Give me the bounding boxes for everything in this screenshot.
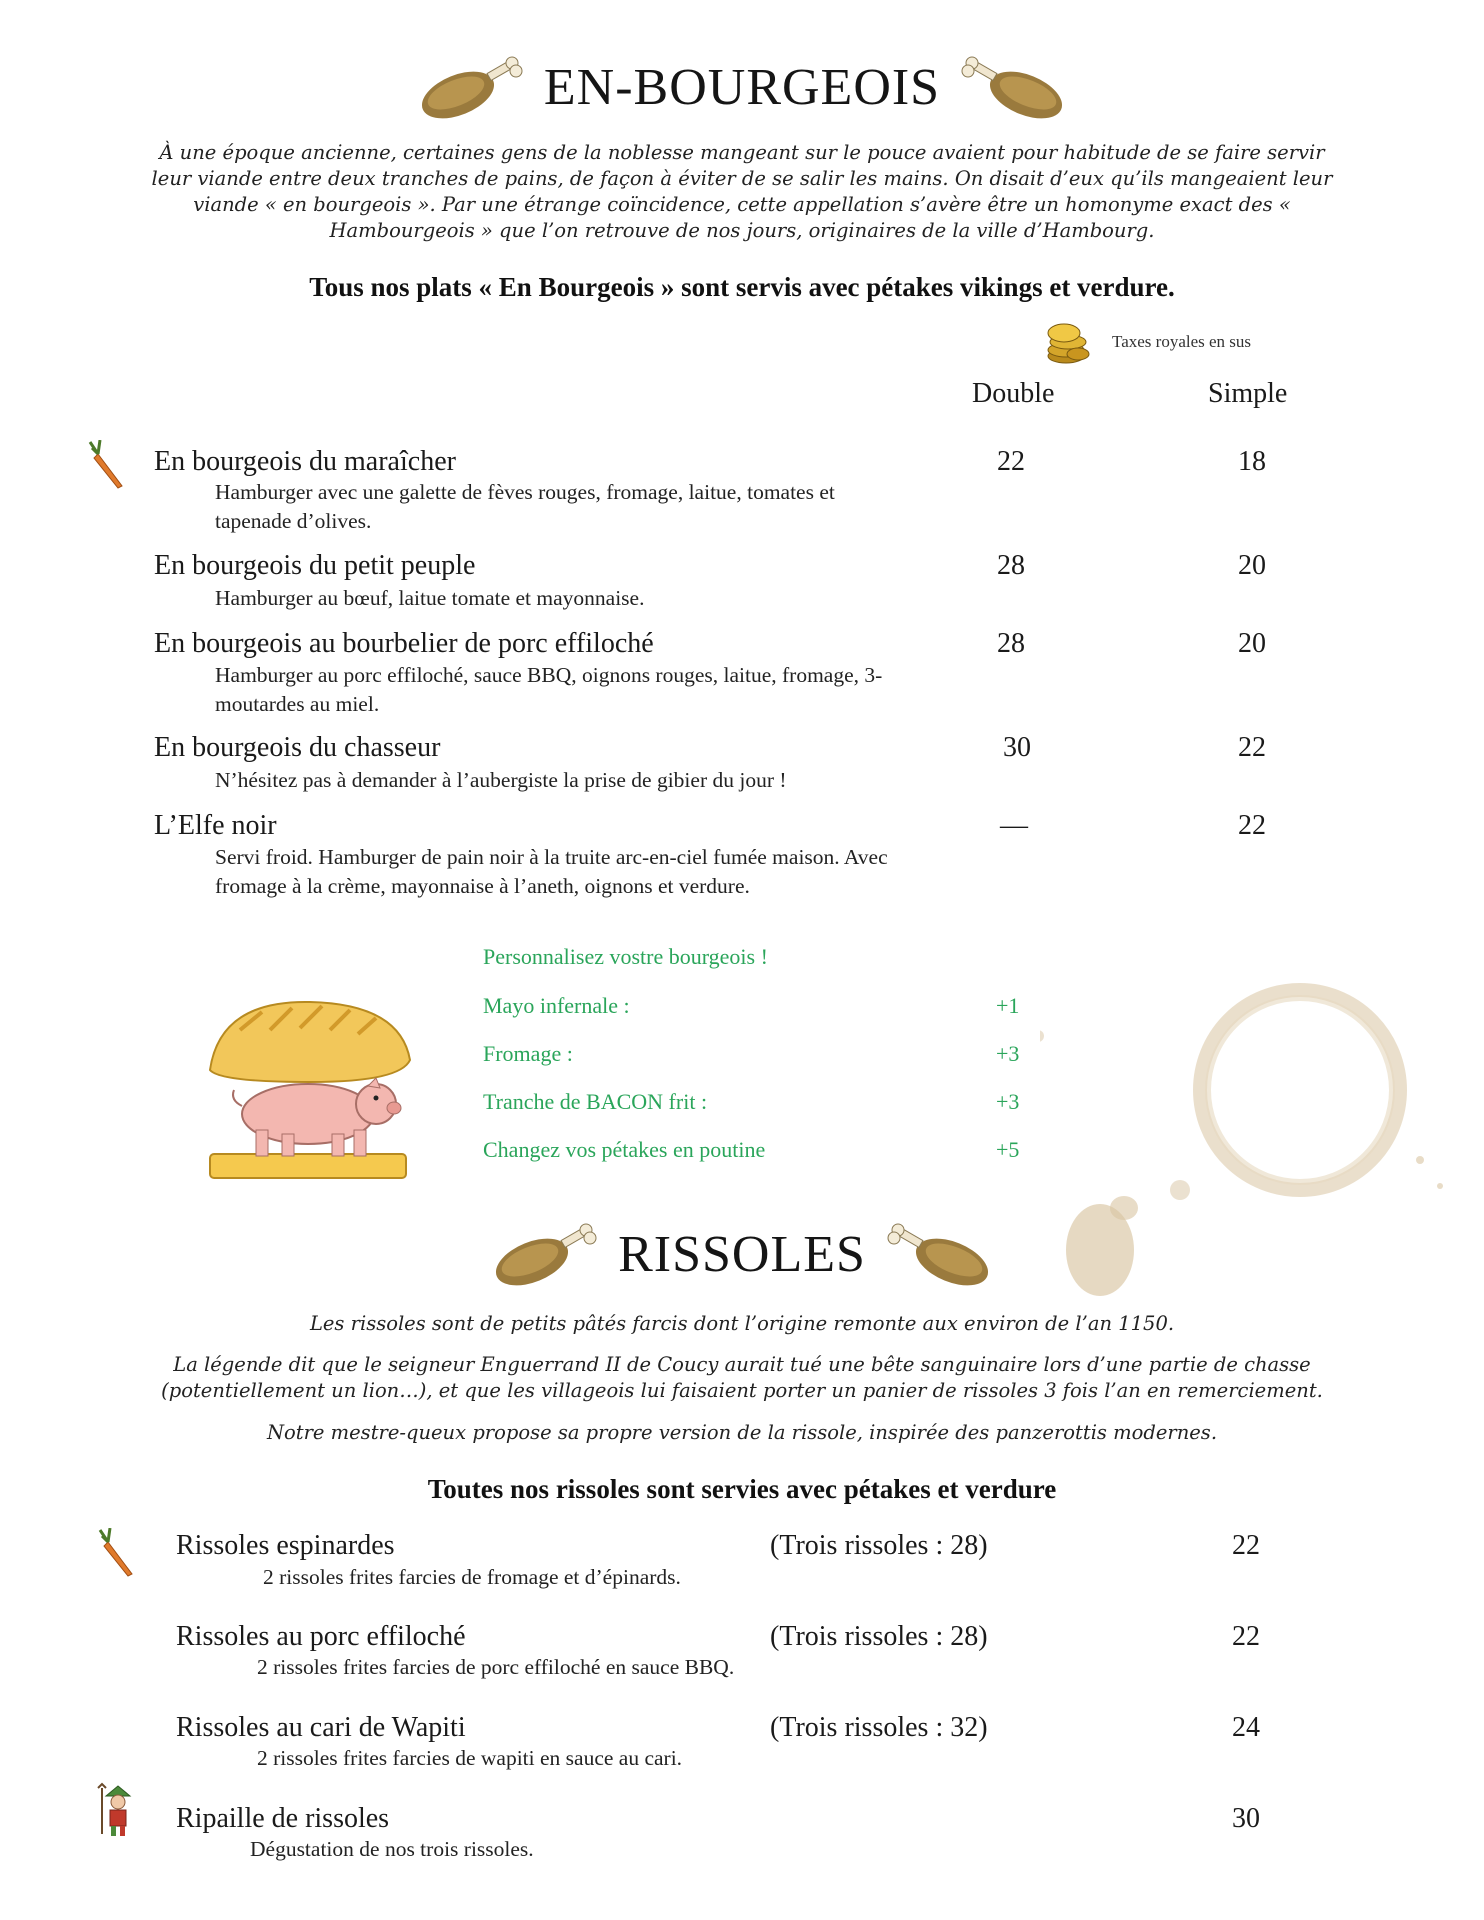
rissoles-intro-chef: Notre mestre-queux propose sa propre version de la rissole, inspirée des panzerottis modernes.: [266, 1421, 1218, 1444]
item-description: 2 rissoles frites farcies de wapiti en sauce au cari.: [257, 1746, 683, 1770]
item-name: Ripaille de rissoles: [176, 1803, 390, 1834]
pig-sandwich-illustration: [200, 990, 420, 1190]
drumstick-icon: [884, 1222, 994, 1286]
price: 24: [1232, 1712, 1260, 1743]
customize-heading: Personnalisez vostre bourgeois !: [483, 944, 768, 969]
price-double: 28: [997, 550, 1025, 581]
price-double: —: [1000, 810, 1028, 841]
item-name: En bourgeois du maraîcher: [154, 446, 456, 477]
coins-icon: [1044, 318, 1092, 366]
item-description: Hamburger au porc effiloché, sauce BBQ, oignons rouges, laitue, fromage, 3-moutardes au miel.: [215, 663, 883, 716]
burgers-subheading: Tous nos plats « En Bourgeois » sont servis avec pétakes vikings et verdure.: [309, 272, 1175, 302]
drumstick-icon: [958, 55, 1068, 119]
rissoles-title-row: [0, 1222, 1484, 1299]
customize-option-price: +1: [996, 993, 1020, 1018]
price: 22: [1232, 1621, 1260, 1652]
customize-option-label: Fromage :: [483, 1041, 573, 1066]
rissoles-intro-legend: La légende dit que le seigneur Enguerrand II de Coucy aurait tué une bête sanguinaire lors d’une partie de chasse (potentiellement un lion…), et que les villageois lui faisaient porter un panier de rissoles 3 fois l’an en remerciement.: [161, 1353, 1323, 1402]
item-name: En bourgeois du petit peuple: [154, 550, 476, 581]
price: 30: [1232, 1803, 1260, 1834]
burgers-title-row: [0, 55, 1484, 132]
rissoles-title: RISSOLES: [618, 1225, 866, 1283]
item-name: Rissoles au porc effiloché: [176, 1621, 466, 1652]
price-simple: 20: [1238, 550, 1266, 581]
customize-option-label: Tranche de BACON frit :: [483, 1089, 708, 1114]
customize-option-price: +5: [996, 1137, 1020, 1162]
item-description: Hamburger au bœuf, laitue tomate et mayonnaise.: [215, 586, 645, 610]
item-description: Dégustation de nos trois rissoles.: [250, 1837, 534, 1861]
item-name: En bourgeois du chasseur: [154, 732, 441, 763]
customize-option-label: Changez vos pétakes en poutine: [483, 1137, 766, 1162]
drumstick-icon: [490, 1222, 600, 1286]
price-simple: 22: [1238, 810, 1266, 841]
customize-option-label: Mayo infernale :: [483, 993, 630, 1018]
price: 22: [1232, 1530, 1260, 1561]
rissoles-subheading: Toutes nos rissoles sont servies avec pétakes et verdure: [427, 1474, 1057, 1504]
price-three: (Trois rissoles : 32): [770, 1712, 988, 1743]
price-simple: 20: [1238, 628, 1266, 659]
price-double: 22: [997, 446, 1025, 477]
price-simple: 22: [1238, 732, 1266, 763]
price-three: (Trois rissoles : 28): [770, 1530, 988, 1561]
drumstick-icon: [416, 55, 526, 119]
customize-option-price: +3: [996, 1089, 1020, 1114]
customize-option-price: +3: [996, 1041, 1020, 1066]
tax-note: Taxes royales en sus: [1112, 332, 1252, 351]
item-description: Servi froid. Hamburger de pain noir à la truite arc-en-ciel fumée maison. Avec fromage à la crème, mayonnaise à l’aneth, oignons et verdure.: [215, 845, 888, 898]
carrot-icon: [98, 1528, 138, 1578]
price-double: 30: [1003, 732, 1031, 763]
item-name: Rissoles au cari de Wapiti: [176, 1712, 466, 1743]
carrot-icon: [88, 440, 128, 490]
burgers-title: EN-BOURGEOIS: [543, 58, 941, 116]
burgers-intro: À une époque ancienne, certaines gens de la noblesse mangeant sur le pouce avaient pour habitude de se faire servir leur viande entre deux tranches de pains, de façon à éviter de se salir les mains. On disait d’eux qu’ils mangeaient leur viande « en bourgeois ». Par une étrange coïncidence, cette appellation s’avère être un homonyme exact des « Hambourgeois » que l’on retrouve de nos jours, originaires de la ville d’Hambourg.: [151, 141, 1333, 242]
rissoles-intro-origin: Les rissoles sont de petits pâtés farcis dont l’origine remonte aux environ de l’an 1150.: [309, 1312, 1175, 1335]
jester-icon: [96, 1782, 140, 1836]
item-name: En bourgeois au bourbelier de porc effiloché: [154, 628, 654, 659]
price-double: 28: [997, 628, 1025, 659]
price-simple: 18: [1238, 446, 1266, 477]
item-name: Rissoles espinardes: [176, 1530, 395, 1561]
price-three: (Trois rissoles : 28): [770, 1621, 988, 1652]
column-simple: Simple: [1208, 378, 1288, 409]
item-description: 2 rissoles frites farcies de fromage et d’épinards.: [263, 1565, 681, 1589]
item-description: Hamburger avec une galette de fèves rouges, fromage, laitue, tomates et tapenade d’olives.: [215, 480, 835, 533]
item-description: N’hésitez pas à demander à l’aubergiste la prise de gibier du jour !: [215, 768, 787, 792]
column-double: Double: [972, 378, 1055, 409]
item-description: 2 rissoles frites farcies de porc effiloché en sauce BBQ.: [257, 1655, 735, 1679]
item-name: L’Elfe noir: [154, 810, 277, 841]
